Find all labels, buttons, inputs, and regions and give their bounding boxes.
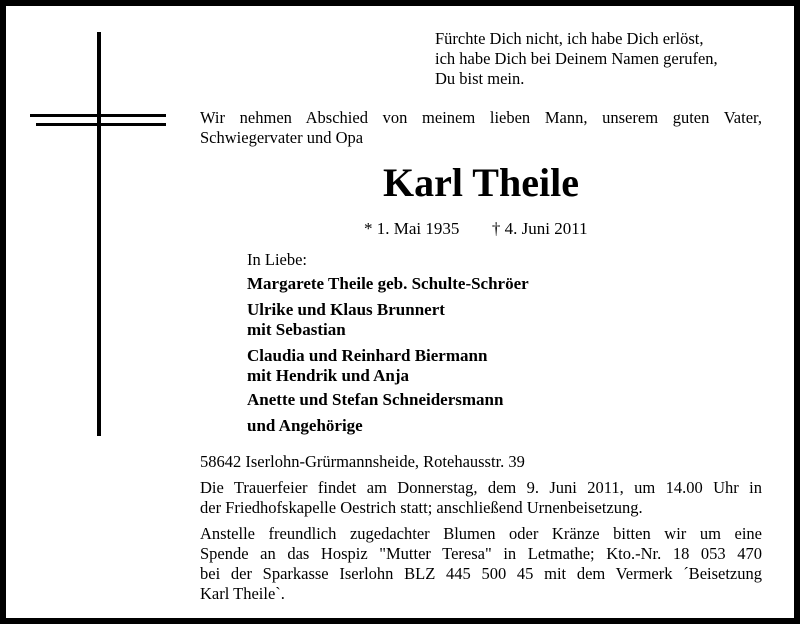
intro-line: Schwiegervater und Opa — [200, 128, 364, 147]
family-group — [247, 274, 529, 294]
bible-verse — [435, 29, 718, 89]
cross-horizontal-bar-lower — [36, 123, 166, 126]
deceased-name: Karl Theile — [383, 160, 579, 205]
in-love-label: In Liebe: — [247, 250, 308, 269]
funeral-line: der Friedhofskapelle Oestrich statt; anschließend Urnenbeisetzung. — [200, 498, 643, 517]
family-line: Margarete Theile geb. Schulte-Schröer — [247, 274, 529, 293]
verse-line: Du bist mein. — [435, 69, 525, 88]
verse-line: ich habe Dich bei Deinem Namen gerufen, — [435, 49, 718, 68]
family-line: und Angehörige — [247, 416, 363, 435]
intro-line: Wir nehmen Abschied von meinem lieben Mann, unserem guten Vater, — [200, 108, 762, 127]
farewell-intro — [200, 108, 762, 148]
family-group — [247, 346, 487, 386]
funeral-info — [200, 478, 762, 518]
donation-line: Karl Theile`. — [200, 584, 285, 603]
birth-date: * 1. Mai 1935 — [364, 219, 460, 238]
life-dates — [364, 218, 588, 240]
family-line: mit Sebastian — [247, 320, 346, 339]
family-line: mit Hendrik und Anja — [247, 366, 410, 385]
donation-request — [200, 524, 762, 604]
family-group — [247, 300, 445, 340]
family-line: Ulrike und Klaus Brunnert — [247, 300, 445, 319]
donation-line: Anstelle freundlich zugedachter Blumen oder Kränze bitten wir um eine — [200, 524, 762, 543]
donation-line: Spende an das Hospiz "Mutter Teresa" in Letmathe; Kto.-Nr. 18 053 470 — [200, 544, 762, 563]
donation-line: bei der Sparkasse Iserlohn BLZ 445 500 45 mit dem Vermerk ´Beisetzung — [200, 564, 762, 583]
funeral-line: Die Trauerfeier findet am Donnerstag, dem 9. Juni 2011, um 14.00 Uhr in — [200, 478, 762, 497]
family-group — [247, 416, 363, 436]
family-line: Claudia und Reinhard Biermann — [247, 346, 488, 365]
death-date: † 4. Juni 2011 — [491, 219, 588, 238]
verse-line: Fürchte Dich nicht, ich habe Dich erlöst, — [435, 29, 704, 48]
cross-vertical-bar — [97, 32, 101, 436]
family-line: Anette und Stefan Schneidersmann — [247, 390, 504, 409]
family-group — [247, 390, 503, 410]
cross-horizontal-bar-upper — [30, 114, 166, 117]
family-address: 58642 Iserlohn-Grürmannsheide, Rotehausstr. 39 — [200, 452, 525, 471]
obituary-notice — [6, 6, 794, 618]
